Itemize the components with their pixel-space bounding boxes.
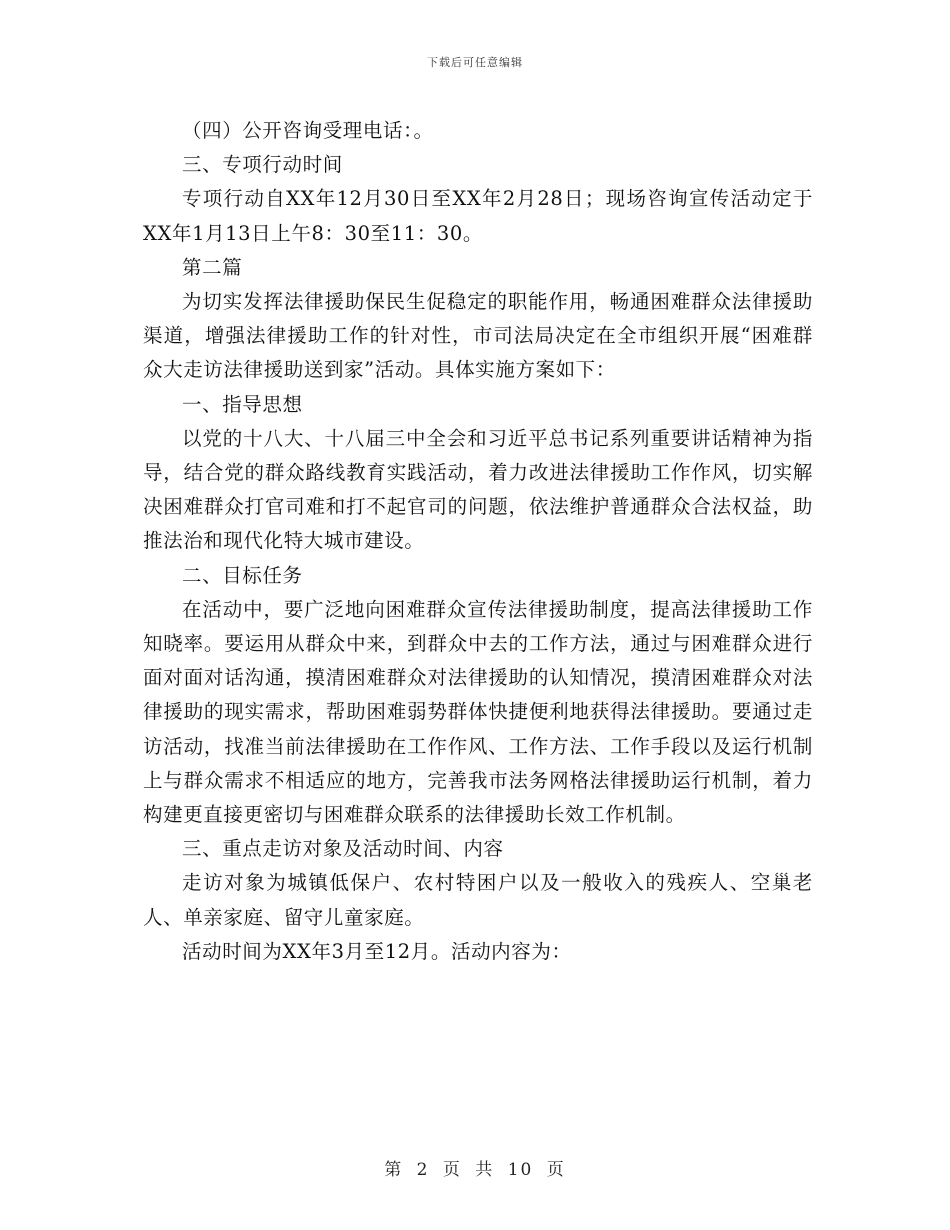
paragraph: 活动时间为XX年3月至12月。活动内容为： xyxy=(182,939,572,963)
section-heading: 一、指导思想 xyxy=(182,392,303,416)
paragraph: 专项行动自XX年12月30日至XX年2月28日；现场咨询宣传活动定于XX年1月13日上午8：30至11：30。 xyxy=(143,187,813,245)
document-body xyxy=(143,114,813,969)
paragraph: 在活动中，要广泛地向困难群众宣传法律援助制度，提高法律援助工作知晓率。要运用从群众中来，到群众中去的工作方法，通过与困难群众进行面对面对话沟通，摸清困难群众对法律援助的认知情况，摸清困难群众对法律援助的现实需求，帮助困难弱势群体快捷便利地获得法律援助。要通过走访活动，找准当前法律援助在工作作风、工作方法、工作手段以及运行机制上与群众需求不相适应的地方，完善我市法务网格法律援助运行机制，着力构建更直接更密切与困难群众联系的法律援助长效工作机制。 xyxy=(143,597,813,827)
section-heading: 三、重点走访对象及活动时间、内容 xyxy=(182,837,504,861)
page-number-footer: 第 2 页 共 10 页 xyxy=(384,1160,566,1180)
section-heading: 三、专项行动时间 xyxy=(182,153,343,177)
paragraph: 为切实发挥法律援助保民生促稳定的职能作用，畅通困难群众法律援助渠道，增强法律援助工作的针对性，市司法局决定在全市组织开展“困难群众大走访法律援助送到家”活动。具体实施方案如下： xyxy=(143,290,813,382)
paragraph: 以党的十八大、十八届三中全会和习近平总书记系列重要讲话精神为指导，结合党的群众路线教育实践活动，着力改进法律援助工作作风，切实解决困难群众打官司难和打不起官司的问题，依法维护普通群众合法权益，助推法治和现代化特大城市建设。 xyxy=(143,426,813,553)
section-heading: 第二篇 xyxy=(182,255,243,279)
paragraph: （四）公开咨询受理电话：。 xyxy=(182,119,434,142)
page-header: 下载后可任意编辑 xyxy=(427,56,523,69)
section-heading: 二、目标任务 xyxy=(182,563,303,587)
paragraph: 走访对象为城镇低保户、农村特困户以及一般收入的残疾人、空巢老人、单亲家庭、留守儿童家庭。 xyxy=(143,871,813,929)
